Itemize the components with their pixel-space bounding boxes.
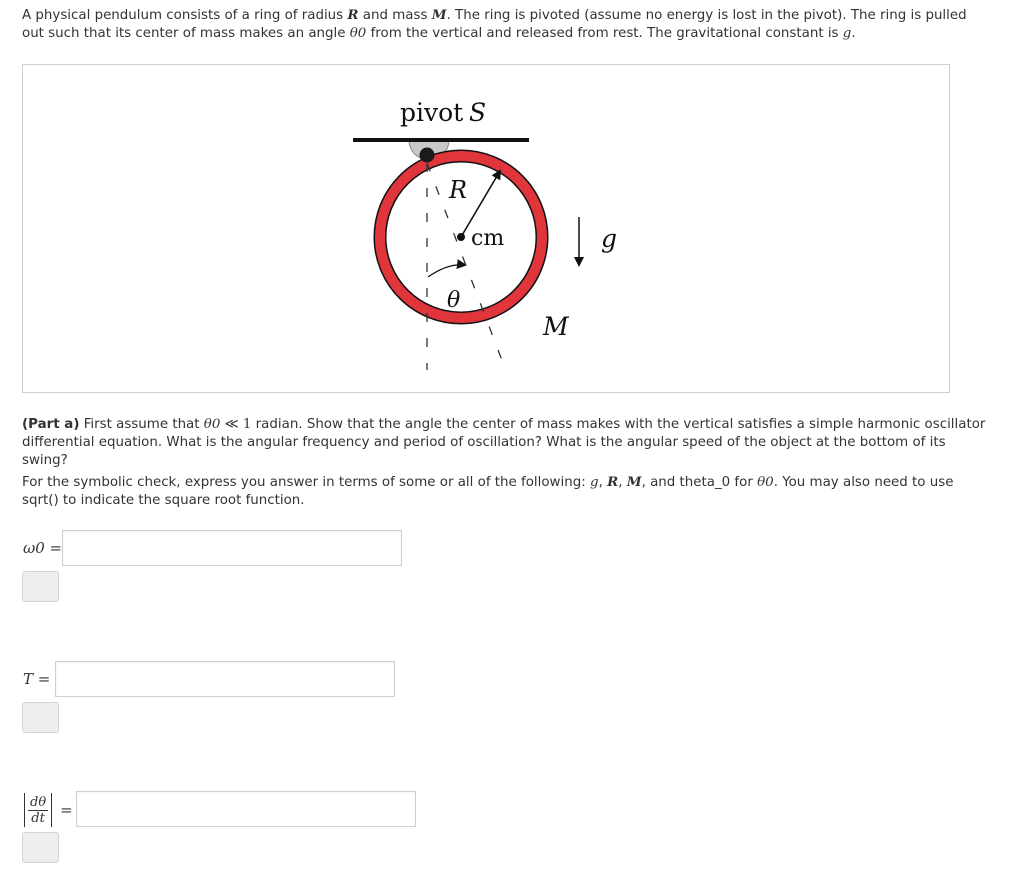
symbol-R: R xyxy=(347,7,359,23)
gravity-label: g xyxy=(601,224,618,253)
pendulum-diagram xyxy=(23,65,951,394)
mass-label: M xyxy=(543,312,569,341)
omega0-check-button[interactable] xyxy=(22,571,59,602)
period-input[interactable] xyxy=(55,661,395,697)
symbol-M: M xyxy=(431,7,447,23)
angle-arc-icon xyxy=(428,265,465,277)
angle-label: θ xyxy=(447,288,461,313)
period-label: T = xyxy=(23,670,51,688)
symbolic-check-note: For the symbolic check, express you answer in terms of some or all of the following: g, R, M, and theta_0 for θ0. You may also need to use sqrt() to indicate the square root function. xyxy=(22,474,954,508)
part-a-label: (Part a) xyxy=(22,417,80,432)
omega0-label: ω0 = xyxy=(23,539,63,557)
center-of-mass-dot xyxy=(457,233,465,241)
pendulum-figure xyxy=(22,64,950,393)
symbol-g: g xyxy=(842,26,852,41)
omega0-input[interactable] xyxy=(62,530,402,566)
dtheta-check-button[interactable] xyxy=(22,832,59,863)
pivot-dot xyxy=(420,148,435,163)
dtheta-input[interactable] xyxy=(76,791,416,827)
pivot-label: pivot xyxy=(400,98,464,127)
radius-label: R xyxy=(449,176,468,204)
part-a-question: (Part a) First assume that θ0 ≪ 1 radian. Show that the angle the center of mass makes with the vertical satisfies a simple harmonic oscillator differential equation. What is the angular frequency and period of oscillation? What is the angular speed of the object at the bottom of its swing? xyxy=(22,417,986,468)
problem-intro: A physical pendulum consists of a ring of radius R and mass M. The ring is pivoted (assume no energy is lost in the pivot). The ring is pulled out such that its center of mass makes an angle θ0 from the vertical and released from rest. The gravitational constant is g. xyxy=(22,7,967,41)
dtheta-dt-label: $\frac{d\theta}{dt}$ = xyxy=(21,790,73,830)
period-check-button[interactable] xyxy=(22,702,59,733)
pivot-symbol: S xyxy=(469,98,487,127)
symbol-theta0: θ0 xyxy=(349,26,367,41)
cm-label: cm xyxy=(471,226,505,251)
